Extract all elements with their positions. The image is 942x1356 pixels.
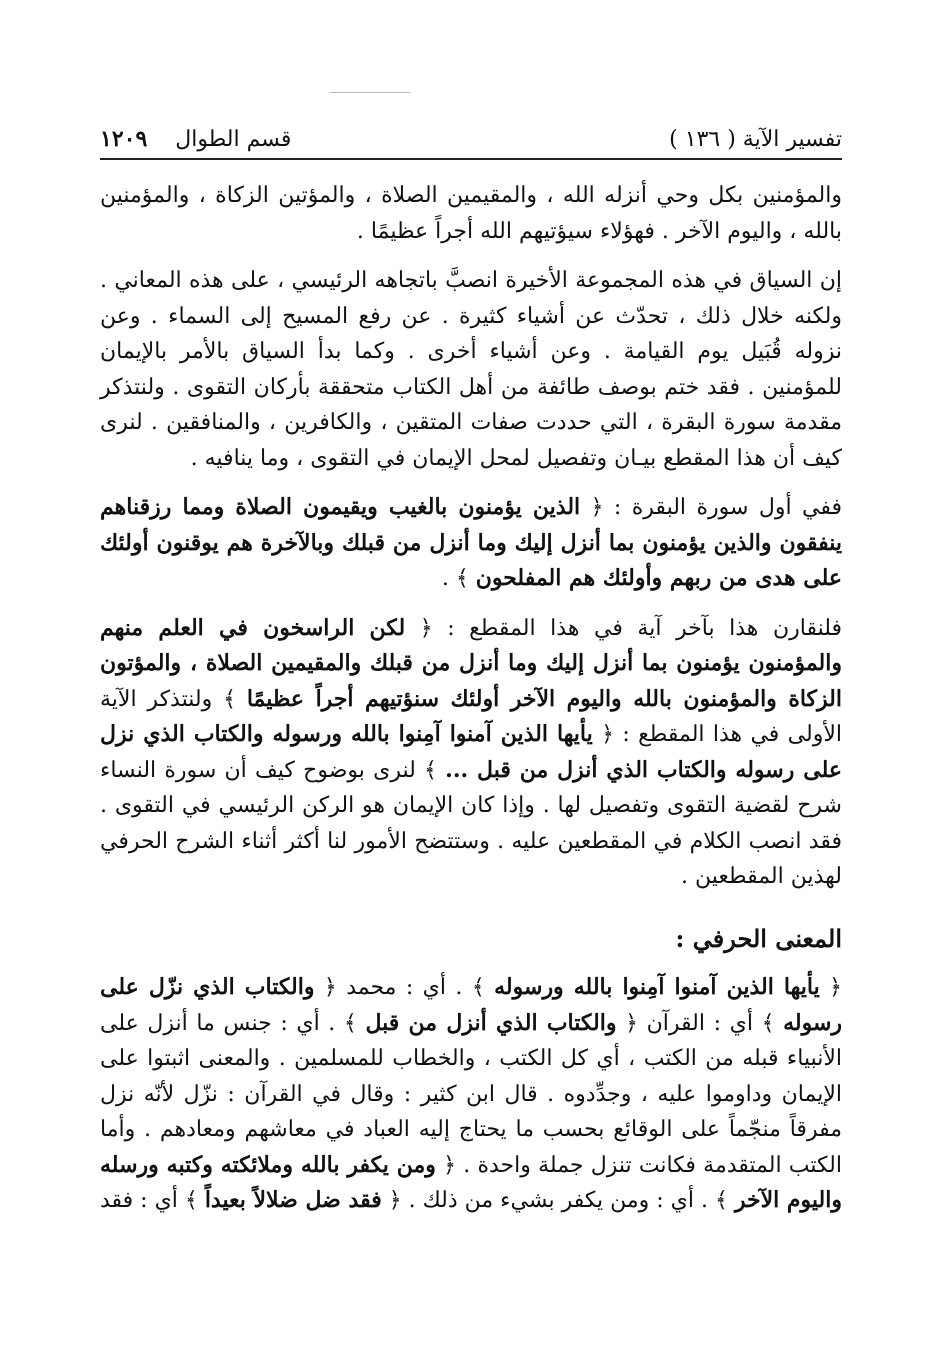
verse-open-bracket: ﴿: [443, 1152, 457, 1178]
quran-verse-baqarah: الذين يؤمنون بالغيب ويقيمون الصلاة ومما رزقناهم ينفقون والذين يؤمنون بما أنزل إليك وما أنزل من قبلك وبالآخرة هم يوقنون أولئك على هدى من ربهم وأولئك هم المفلحون: [100, 494, 842, 591]
verse-open-bracket: ﴿: [829, 975, 843, 1000]
literal-verse-1: يأيها الذين آمنوا آمِنوا بالله ورسوله: [494, 974, 820, 1000]
verse-close-bracket: ﴾: [424, 757, 437, 783]
section-heading: المعنى الحرفي :: [675, 923, 842, 953]
literal-verse-4: ومن يكفر بالله وملائكته وكتبه ورسله واليوم الآخر: [100, 1151, 842, 1213]
verse-open-bracket: ﴿: [388, 1188, 402, 1213]
literal-text-1: . أي : محمد: [346, 975, 463, 1000]
header-section: [100, 126, 291, 152]
paragraph-4-mid-2: لنرى بوضوح كيف أن سورة النساء شرح لقضية التقوى وتفصيل لها . وإذا كان الإيمان هو الركن الرئيسي في التقوى . فقد انصب الكلام في المقطعين عليه . وستتضح الأمور لنا أكثر أثناء الشرح الحرفي لهذين المقطعين .: [100, 757, 842, 889]
literal-meaning-paragraph: [100, 970, 842, 1219]
header-divider: [100, 158, 842, 160]
literal-text-4: . أي : ومن يكفر بشيء من ذلك .: [408, 1188, 708, 1213]
page-number: ١٢٠٩: [100, 126, 148, 152]
verse-close-bracket: ﴾: [471, 975, 485, 1000]
paragraph-4-mid-1: ولنتذكر الآية الأولى في هذا المقطع :: [100, 686, 842, 747]
paragraph-3: [100, 490, 842, 597]
paragraph-2: إن السياق في هذه المجموعة الأخيرة انصبَّ باتجاهه الرئيسي ، على هذه المعاني . ولكنه خلال ذلك ، تحدّث عن أشياء كثيرة . عن رفع المسيح إلى السماء . وعن نزوله قُبَيل يوم القيامة . وعن أشياء أخرى . وكما بدأ السياق بالأمر بالإيمان للمؤمنين . فقد ختم بوصف طائفة من أهل الكتاب متحققة بأركان التقوى . ولنتذكر مقدمة سورة البقرة ، التي حددت صفات المتقين ، والكافرين ، والمنافقين . لنرى كيف أن هذا المقطع بيـان وتفصيل لمحل الإيمان في التقوى ، وما ينافيه .: [100, 268, 842, 471]
page-body: [100, 178, 842, 1219]
paragraph-3-intro: ففي أول سورة البقرة :: [613, 495, 842, 520]
verse-close-bracket: ﴾: [714, 1188, 728, 1213]
verse-open-bracket: ﴿: [419, 615, 433, 641]
page-top-mark: [330, 92, 410, 93]
verse-open-bracket: ﴿: [590, 495, 604, 520]
verse-open-bracket: ﴿: [323, 975, 337, 1000]
quran-verse-rasikhun: لكن الراسخون في العلم منهم والمؤمنون يؤمنون بما أنزل إليك وما أنزل من قبلك والمقيمين الصلاة ، والمؤتون الزكاة والمؤمنون بالله واليوم الآخر أولئك سنؤتيهم أجراً عظيمًا: [100, 614, 842, 712]
verse-close-bracket: ﴾: [761, 1010, 775, 1036]
paragraph-4: [100, 611, 842, 895]
literal-text-3: . أي : جنس ما أنزل على الأنبياء قبله من الكتب ، أي كل الكتب ، والخطاب للمسلمين . والمعنى اثبتوا على الإيمان وداوموا عليه ، وجدِّدوه . قال ابن كثير : وقال في القرآن : نزّل لأنّه نزل مفرقاً منجّماً على الوقائع بحسب ما يحتاج إليه العباد في معاشهم ومعادهم . وأما الكتب المتقدمة فكانت تنزل جملة واحدة .: [100, 1010, 843, 1178]
literal-verse-2: والكتاب الذي نزّل على رسوله: [100, 974, 843, 1036]
paragraph-1: والمؤمنين بكل وحي أنزله الله ، والمقيمين الصلاة ، والمؤتين الزكاة ، والمؤمنين بالله ، واليوم الآخر . فهؤلاء سيؤتيهم الله أجراً عظيمًا .: [100, 183, 842, 244]
verse-open-bracket: ﴿: [601, 722, 614, 747]
verse-close-bracket: ﴾: [455, 566, 469, 591]
page-header: [100, 112, 842, 152]
paragraph-4-intro: فلنقارن هذا بآخر آية في هذا المقطع :: [447, 615, 843, 641]
literal-verse-3: والكتاب الذي أنزل من قبل: [365, 1009, 617, 1036]
header-title: تفسير الآية ( ١٣٦ ): [669, 127, 842, 152]
verse-close-bracket: ﴾: [343, 1010, 357, 1036]
quran-verse-aminu: يأيها الذين آمنوا آمِنوا بالله ورسوله والكتاب الذي نزل على رسوله والكتاب الذي أنزل من قبل ...: [100, 721, 842, 783]
literal-verse-5: فقد ضل ضلالاً بعيداً: [204, 1187, 382, 1213]
literal-text-5: أي : فقد: [99, 1188, 178, 1213]
verse-close-bracket: ﴾: [184, 1188, 198, 1213]
paragraph-3-end: .: [441, 566, 449, 591]
literal-text-2: أي : القرآن: [646, 1010, 753, 1036]
section-name: قسم الطوال: [175, 127, 292, 152]
verse-close-bracket: ﴾: [223, 686, 236, 712]
verse-open-bracket: ﴿: [625, 1010, 638, 1036]
